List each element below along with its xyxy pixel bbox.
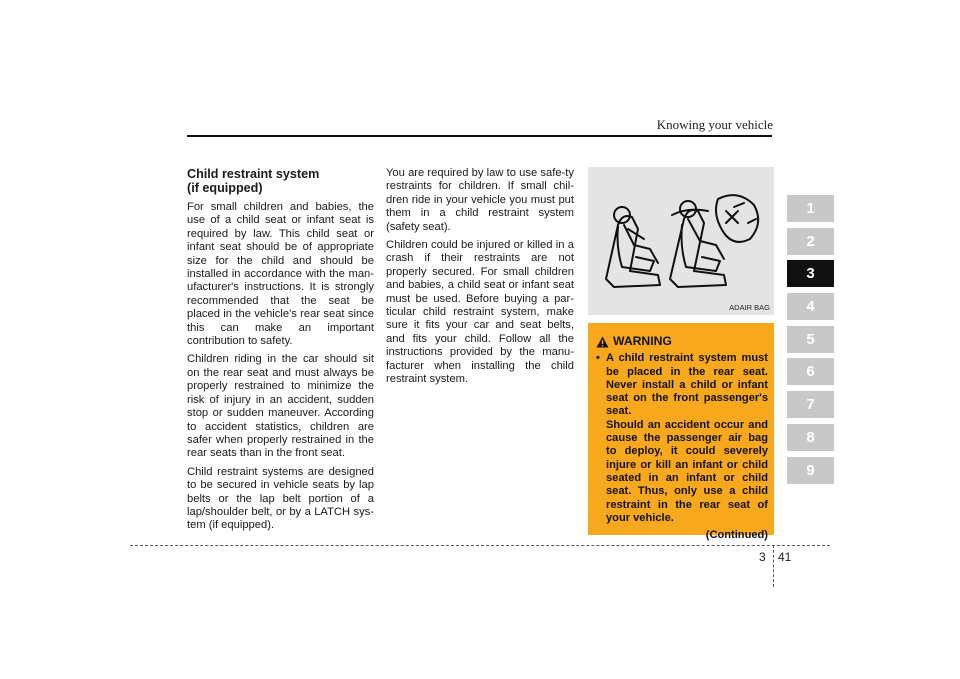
child-seat-airbag-illustration-icon	[588, 167, 774, 315]
illustration-code: ADAIR BAG	[729, 303, 770, 312]
page-number: 41	[778, 550, 792, 564]
warning-box	[588, 323, 774, 542]
illustration-panel	[588, 167, 774, 315]
paragraph: Children riding in the car should sit on the rear seat and must always be properly restrained to minimize the risk of injury in an accident, sudden stop or sudden maneuver. According to accident statistics, children are safer when properly restrained in the rear seats than in the front seat.	[187, 353, 374, 460]
tab-3[interactable]: 3	[787, 260, 834, 287]
warning-list	[596, 352, 768, 418]
warning-header	[596, 335, 768, 348]
warning-paragraph: Should an accident occur and cause the passenger air bag to deploy, it could severely injure or kill an infant or child seated in an infant or child seat. Thus, only use a child restraint in the rear seat of your vehicle.	[606, 418, 768, 524]
warning-continued: (Continued)	[705, 529, 768, 542]
paragraph: You are required by law to use safe-ty restraints for children. If small chil-dren ride in your vehicle you must put them in a child restraint system (safety seat).	[386, 167, 574, 233]
footer-divider	[773, 545, 774, 587]
tab-4[interactable]: 4	[787, 293, 834, 320]
paragraph: Child restraint systems are designed to be secured in vehicle seats by lap belts or the lap belt portion of a lap/shoulder belt, or by a LATCH sys-tem (if equipped).	[187, 465, 374, 532]
header-title: Knowing your vehicle	[656, 117, 773, 132]
page-section: 3	[759, 550, 766, 564]
column-middle	[386, 167, 574, 392]
column-left	[187, 167, 374, 538]
tab-7[interactable]: 7	[787, 391, 834, 418]
tab-8[interactable]: 8	[787, 424, 834, 451]
header-rule	[187, 135, 772, 137]
tab-5[interactable]: 5	[787, 326, 834, 353]
footer-rule	[130, 545, 830, 546]
warning-title: WARNING	[613, 334, 672, 348]
tab-2[interactable]: 2	[787, 228, 834, 255]
tab-1[interactable]: 1	[787, 195, 834, 222]
paragraph: For small children and babies, the use of a child seat or infant seat is required by law. This child seat or infant seat should be of appropriate size for the child and should be installed in accordance with the man-ufacturer's instructions. It is strongly recommended that the seat be placed in the vehicle's rear seat since this can make an important contribution to safety.	[187, 201, 374, 348]
warning-triangle-icon	[596, 336, 609, 348]
tab-9[interactable]: 9	[787, 457, 834, 484]
tab-6[interactable]: 6	[787, 358, 834, 385]
section-heading: Child restraint system (if equipped)	[187, 167, 320, 195]
paragraph: Children could be injured or killed in a crash if their restraints are not properly secured. For small children and babies, a child seat or infant seat must be used. Before buying a par-ticular child restraint system, make sure it fits your car and seat belts, and fits your child. Follow all the instructions provided by the manu-facturer when installing the child restraint system.	[386, 239, 574, 386]
chapter-tabs	[787, 195, 834, 489]
warning-bullet: • A child restraint system must be placed in the rear seat. Never install a child or infant seat on the front passenger's seat.	[596, 352, 768, 418]
